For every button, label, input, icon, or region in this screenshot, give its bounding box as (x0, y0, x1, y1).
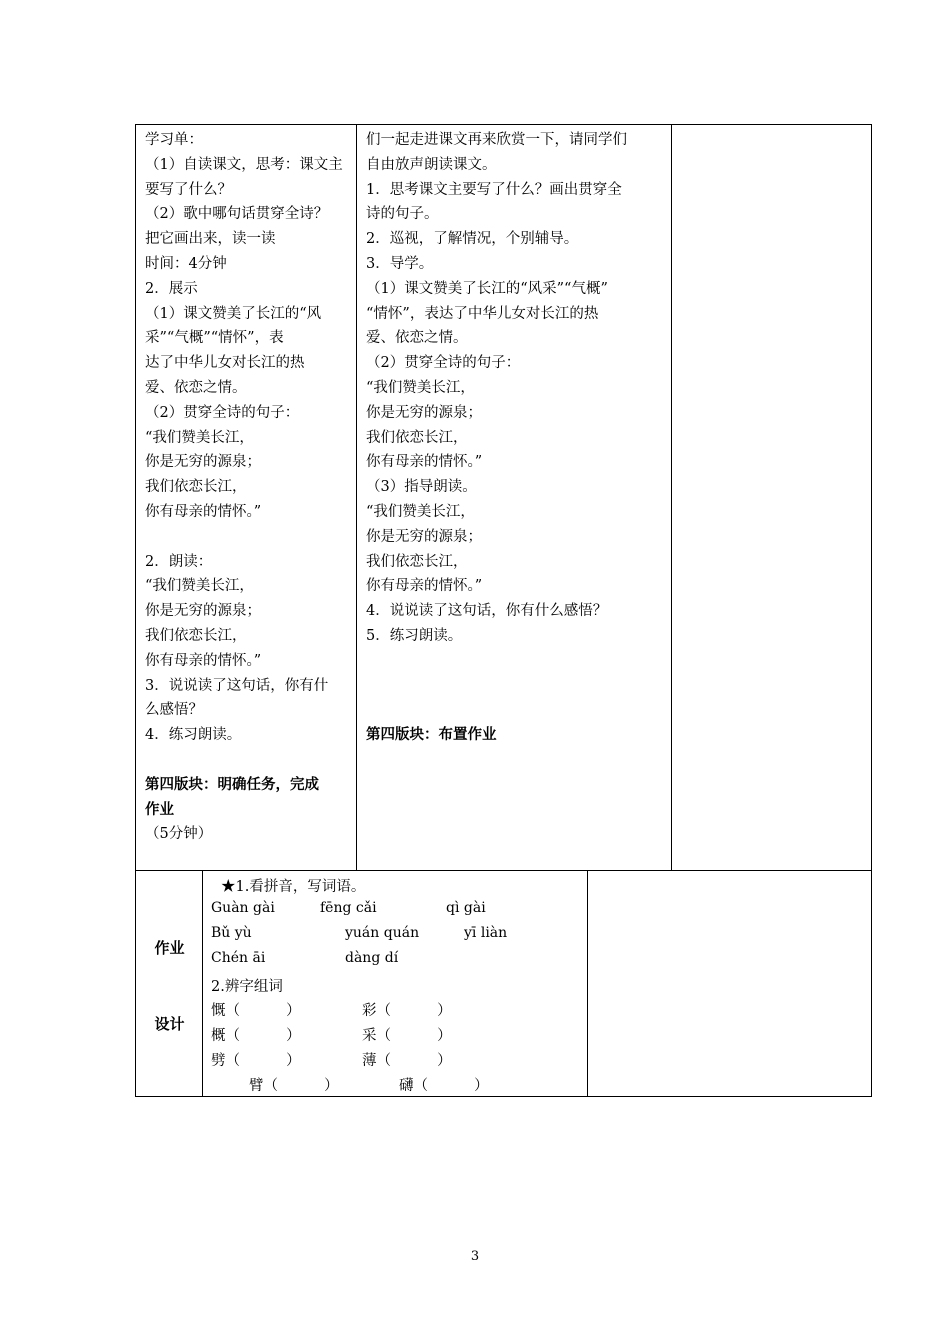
student-text-line: 2．朗读： (145, 553, 213, 570)
teacher-text-line: 自由放声朗读课文。 (366, 156, 497, 173)
homework-label-bottom: 设计 (154, 1015, 185, 1033)
char-pair-1-left: 慨（ ） (211, 1003, 301, 1019)
pinyin-1-3: qì gài (446, 900, 486, 916)
student-text-line: 2．展示 (145, 280, 198, 297)
student-text-line: （1）自读课文，思考：课文主 (145, 156, 343, 173)
student-text-line: 你是无穷的源泉； (145, 454, 261, 471)
teacher-text-line: 你是无穷的源泉； (366, 528, 482, 545)
student-text-line (145, 525, 356, 550)
pinyin-1-2: fēng cǎi (320, 900, 377, 916)
teacher-text-line: 1．思考课文主要写了什么？画出贯穿全 (366, 181, 622, 198)
pinyin-3-1: Chén āi (211, 950, 266, 966)
teacher-text-line: 我们依恋长江， (366, 553, 468, 570)
student-text-line: 采”“气概”“情怀”，表 (145, 330, 284, 347)
student-text-line: 我们依恋长江， (145, 627, 247, 644)
teacher-text-line: 们一起走进课文再来欣赏一下，请同学们 (366, 132, 627, 148)
homework-title: ★1.看拼音，写词语。 (221, 879, 366, 895)
teacher-text-line: “我们赞美长江， (366, 503, 475, 520)
student-text-line: 4．练习朗读。 (145, 727, 242, 744)
teacher-text-line (366, 698, 671, 723)
teacher-text-line: 2．巡视，了解情况，个别辅导。 (366, 231, 579, 248)
pinyin-3-2: dàng dí (345, 950, 399, 966)
char-pair-3-right: 薄（ ） (362, 1053, 452, 1069)
teacher-text-line (366, 649, 671, 674)
homework-notes-cell (588, 871, 871, 1096)
homework-label-cell (136, 871, 203, 1096)
teacher-text-line: 诗的句子。 (366, 206, 439, 223)
student-text-line: 学习单： (145, 132, 203, 148)
teacher-text-line: （2）贯穿全诗的句子： (366, 355, 521, 372)
pinyin-2-1: Bǔ yù (211, 925, 252, 941)
student-text-line: “我们赞美长江， (145, 578, 254, 595)
teacher-text-line: （3）指导朗读。 (366, 479, 477, 496)
task-2-title: 2.辨字组词 (211, 979, 283, 995)
student-text-line: 爱、依恋之情。 (145, 379, 247, 396)
teacher-text-line: 3．导学。 (366, 255, 434, 272)
char-pair-1-right: 彩（ ） (362, 1003, 452, 1019)
teacher-text-line: “我们赞美长江， (366, 379, 475, 396)
student-text-line: （2）歌中哪句话贯穿全诗？ (145, 206, 329, 223)
teacher-text-line: （1）课文赞美了长江的“风采”“气概” (366, 280, 608, 297)
teacher-text-line: 你是无穷的源泉； (366, 404, 482, 421)
teacher-activity-column (357, 125, 672, 870)
section-heading-line-2: 作业 (145, 800, 174, 818)
student-text-line: 时间：4分钟 (145, 255, 227, 272)
student-text-line: （2）贯穿全诗的句子： (145, 404, 300, 421)
student-text-line: 么感悟？ (145, 702, 203, 719)
page-number: 3 (470, 1249, 480, 1264)
char-pair-2-left: 概（ ） (211, 1028, 301, 1044)
teacher-text-line (366, 674, 671, 699)
homework-table (135, 870, 872, 1097)
student-text-line: （1）课文赞美了长江的“风 (145, 305, 322, 322)
student-text-line: 把它画出来，读一读 (145, 231, 276, 248)
teacher-text-line: 你有母亲的情怀。” (366, 578, 483, 595)
teacher-text-line: 你有母亲的情怀。” (366, 454, 483, 471)
student-text-line: 3．说说读了这句话，你有什 (145, 677, 329, 694)
student-text-line: “我们赞美长江， (145, 429, 254, 446)
teacher-text-line: “情怀”，表达了中华儿女对长江的热 (366, 305, 599, 322)
char-pair-3-left: 劈（ ） (211, 1053, 301, 1069)
time-note: （5分钟） (145, 826, 213, 843)
student-text-line: 达了中华儿女对长江的热 (145, 355, 305, 372)
section-heading: 第四版块：布置作业 (366, 726, 497, 744)
lesson-table (135, 124, 872, 871)
teacher-text-line: 爱、依恋之情。 (366, 330, 468, 347)
section-heading-line-1: 第四版块：明确任务，完成 (145, 775, 319, 793)
student-text-line: 你有母亲的情怀。” (145, 652, 262, 669)
teacher-text-line: 5．练习朗读。 (366, 627, 463, 644)
homework-content-cell (203, 871, 588, 1096)
pinyin-2-2: yuán quán (345, 925, 420, 941)
notes-column (672, 125, 871, 870)
student-text-line: 你是无穷的源泉； (145, 603, 261, 620)
char-pair-4-right: 礴（ ） (399, 1078, 489, 1094)
char-pair-2-right: 采（ ） (362, 1028, 452, 1044)
char-pair-4-left: 臂（ ） (249, 1078, 339, 1094)
homework-label-top: 作业 (154, 939, 185, 957)
student-text-line: 你有母亲的情怀。” (145, 503, 262, 520)
student-activity-column (136, 125, 357, 870)
pinyin-2-3: yī liàn (464, 925, 508, 941)
teacher-text-line: 4．说说读了这句话，你有什么感悟？ (366, 603, 608, 620)
student-text-line: 要写了什么？ (145, 181, 232, 198)
pinyin-1-1: Guàn gài (211, 900, 275, 916)
teacher-text-line: 我们依恋长江， (366, 429, 468, 446)
student-text-line: 我们依恋长江， (145, 479, 247, 496)
student-text-line (145, 748, 356, 773)
